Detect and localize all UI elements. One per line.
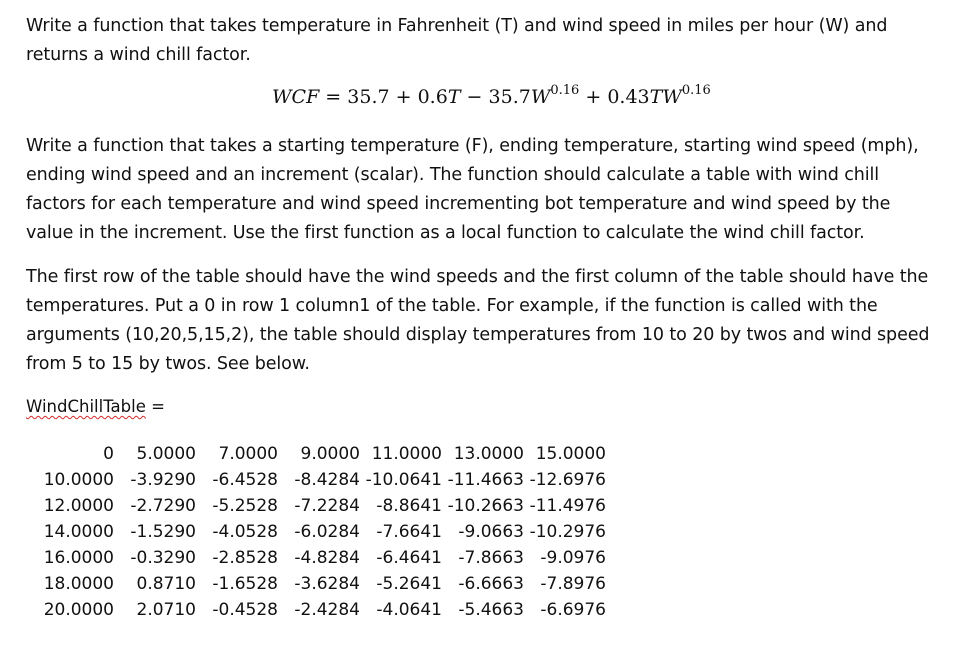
table-row <box>30 467 606 493</box>
formula-var: TW <box>649 86 682 108</box>
table-cell-temperature: 16.0000 <box>43 548 114 568</box>
table-cell-wind-speed: 7.0000 <box>218 444 278 464</box>
wind-chill-table <box>30 441 606 623</box>
table-cell-wcf: -7.8976 <box>540 574 606 594</box>
formula-exponent: 0.16 <box>550 83 580 98</box>
table-cell-wcf: -8.8641 <box>376 496 442 516</box>
table-cell-wcf: -5.2528 <box>212 496 278 516</box>
formula-lhs: WCF <box>272 86 320 108</box>
table-cell-wcf: -2.8528 <box>212 548 278 568</box>
table-cell-wcf: -7.8663 <box>458 548 524 568</box>
table-cell-temperature: 12.0000 <box>43 496 114 516</box>
intro-paragraph <box>26 12 966 70</box>
table-row <box>30 493 606 519</box>
table-cell-wcf: -1.5290 <box>130 522 196 542</box>
table-cell-temperature: 14.0000 <box>43 522 114 542</box>
text-line: arguments (10,20,5,15,2), the table should display temperatures from 10 to 20 by twos and wind speed <box>26 325 930 345</box>
text-line: The first row of the table should have the wind speeds and the first column of the table should have the <box>26 267 929 287</box>
table-cell-wcf: -10.2663 <box>447 496 524 516</box>
table-row <box>30 545 606 571</box>
table-cell-wcf: -3.6284 <box>294 574 360 594</box>
formula-const: 35.7 <box>488 86 531 108</box>
formula-op: + <box>585 86 602 108</box>
table-row <box>30 571 606 597</box>
table-cell-wind-speed: 13.0000 <box>453 444 524 464</box>
text-line: value in the increment. Use the first function as a local function to calculate the wind chill factor. <box>26 223 865 243</box>
formula-exponent: 0.16 <box>681 83 711 98</box>
table-cell-wind-speed: 11.0000 <box>371 444 442 464</box>
table-cell-wcf: -11.4976 <box>529 496 606 516</box>
text-line: Write a function that takes temperature in Fahrenheit (T) and wind speed in miles per hour (W) and <box>26 16 888 36</box>
output-variable-label <box>26 397 165 416</box>
table-cell-wcf: -6.4528 <box>212 470 278 490</box>
text-line: factors for each temperature and wind speed incrementing bot temperature and wind speed by the <box>26 194 891 214</box>
table-cell-wcf: 2.0710 <box>136 600 196 620</box>
table-instructions-paragraph <box>26 263 966 379</box>
table-cell-wcf: -7.2284 <box>294 496 360 516</box>
variable-name: WindChillTable <box>26 397 146 416</box>
formula-var: W <box>530 86 551 108</box>
table-cell-wcf: -1.6528 <box>212 574 278 594</box>
table-row <box>30 519 606 545</box>
table-cell-wcf: -2.7290 <box>130 496 196 516</box>
table-cell-wind-speed: 5.0000 <box>136 444 196 464</box>
table-cell-wcf: -4.0528 <box>212 522 278 542</box>
text-line: Write a function that takes a starting temperature (F), ending temperature, starting wind speed (mph), <box>26 136 919 156</box>
formula-eq: = <box>325 86 342 108</box>
table-cell-wcf: -12.6976 <box>529 470 606 490</box>
text-line: ending wind speed and an increment (scalar). The function should calculate a table with wind chill <box>26 165 880 185</box>
formula-const: 35.7 <box>347 86 390 108</box>
table-cell-temperature: 18.0000 <box>43 574 114 594</box>
table-cell-wcf: -11.4663 <box>447 470 524 490</box>
table-header-row <box>30 441 606 467</box>
formula-const: 0.43 <box>607 86 650 108</box>
table-cell-wcf: -6.0284 <box>294 522 360 542</box>
table-cell-wcf: -10.2976 <box>529 522 606 542</box>
table-cell-wcf: 0.8710 <box>136 574 196 594</box>
table-cell-temperature: 0 <box>103 444 114 464</box>
table-cell-wcf: -4.0641 <box>376 600 442 620</box>
table-cell-temperature: 10.0000 <box>43 470 114 490</box>
task-paragraph <box>26 132 966 248</box>
table-cell-wcf: -2.4284 <box>294 600 360 620</box>
table-cell-temperature: 20.0000 <box>43 600 114 620</box>
table-cell-wcf: -9.0976 <box>540 548 606 568</box>
formula-const: 0.6 <box>417 86 448 108</box>
text-line: returns a wind chill factor. <box>26 45 251 65</box>
table-cell-wcf: -9.0663 <box>458 522 524 542</box>
table-cell-wcf: -5.4663 <box>458 600 524 620</box>
table-cell-wcf: -0.4528 <box>212 600 278 620</box>
table-cell-wcf: -4.8284 <box>294 548 360 568</box>
table-cell-wcf: -6.6976 <box>540 600 606 620</box>
formula-op: + <box>395 86 412 108</box>
table-cell-wcf: -10.0641 <box>365 470 442 490</box>
table-cell-wcf: -7.6641 <box>376 522 442 542</box>
formula-op: − <box>466 86 483 108</box>
table-cell-wind-speed: 9.0000 <box>300 444 360 464</box>
table-cell-wcf: -8.4284 <box>294 470 360 490</box>
text-line: temperatures. Put a 0 in row 1 column1 of the table. For example, if the function is called with the <box>26 296 878 316</box>
table-cell-wind-speed: 15.0000 <box>535 444 606 464</box>
table-cell-wcf: -6.4641 <box>376 548 442 568</box>
assign-operator: = <box>145 397 165 416</box>
table-cell-wcf: -3.9290 <box>130 470 196 490</box>
text-line: from 5 to 15 by twos. See below. <box>26 354 310 374</box>
wind-chill-formula <box>272 83 711 108</box>
table-row <box>30 597 606 623</box>
table-cell-wcf: -6.6663 <box>458 574 524 594</box>
formula-var: T <box>447 86 461 108</box>
table-cell-wcf: -0.3290 <box>130 548 196 568</box>
table-cell-wcf: -5.2641 <box>376 574 442 594</box>
